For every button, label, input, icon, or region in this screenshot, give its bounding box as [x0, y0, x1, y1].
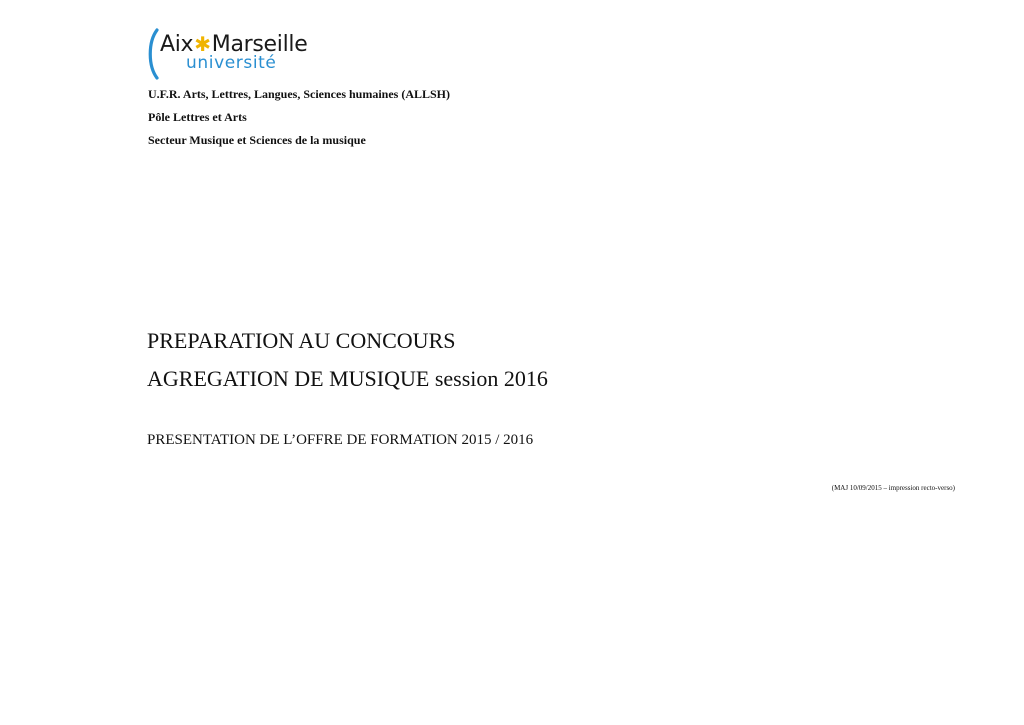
logo-star-icon: ✱	[194, 32, 211, 56]
logo-text-marseille: Marseille	[211, 32, 308, 57]
document-title-line-1: PREPARATION AU CONCOURS	[147, 328, 456, 353]
sector-name: Secteur Musique et Sciences de la musique	[148, 133, 366, 147]
logo-text-universite: université	[186, 53, 277, 73]
pole-name: Pôle Lettres et Arts	[148, 110, 247, 124]
update-note: (MAJ 10/09/2015 – impression recto-verso)	[831, 484, 955, 492]
document-title-line-2: AGREGATION DE MUSIQUE session 2016	[147, 366, 548, 391]
university-logo	[146, 28, 306, 80]
document-subtitle: PRESENTATION DE L’OFFRE DE FORMATION 2015 / 2016	[147, 432, 534, 448]
logo-parenthesis-icon	[146, 28, 160, 80]
faculty-name: U.F.R. Arts, Lettres, Langues, Sciences humaines (ALLSH)	[148, 87, 451, 101]
logo-text-aix: Aix	[160, 32, 194, 57]
